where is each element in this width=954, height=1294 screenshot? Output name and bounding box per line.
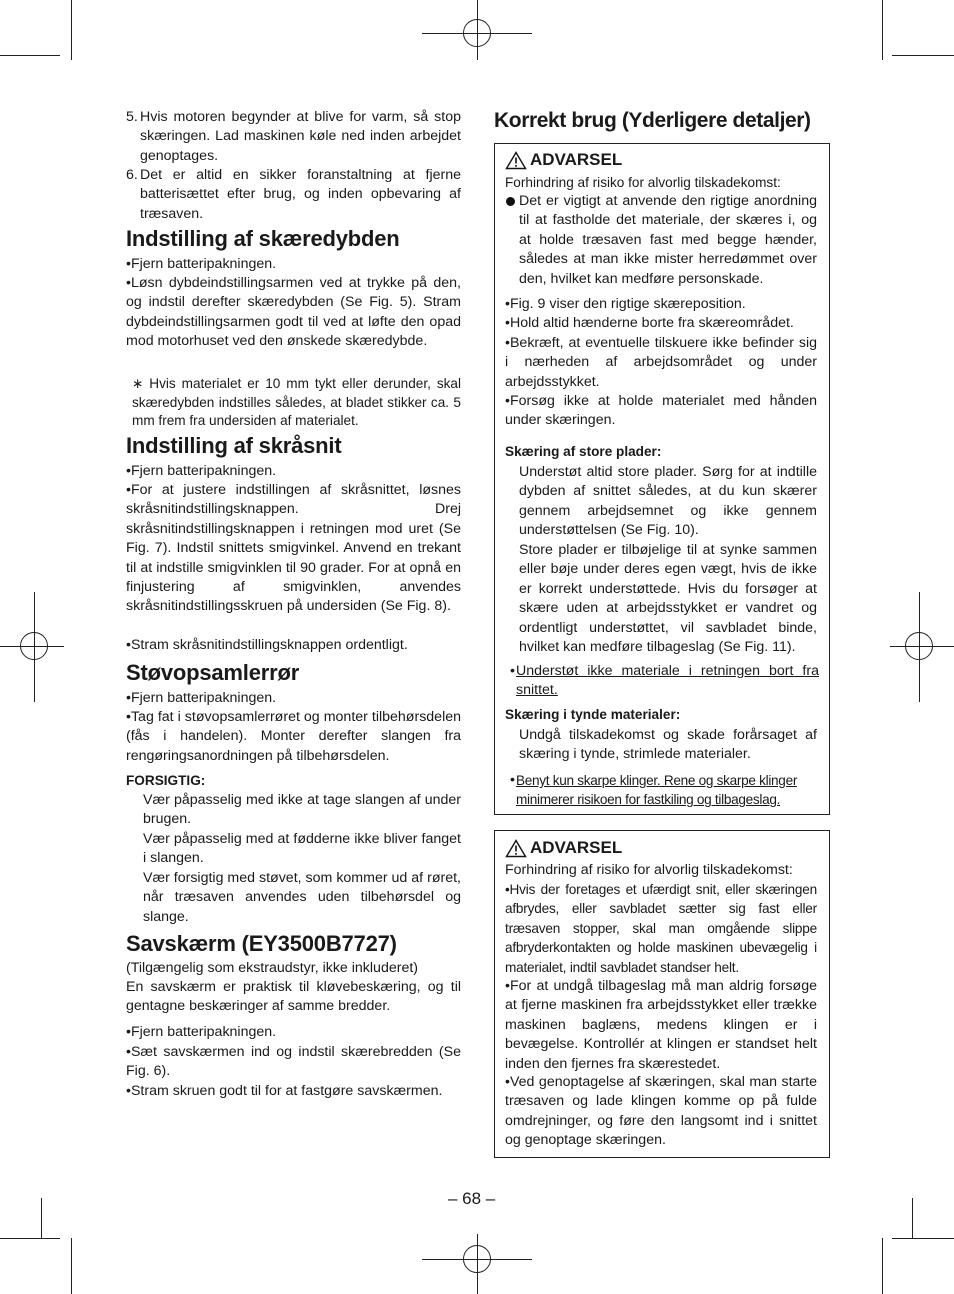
bullet-item: •Fjern batteripakningen. [126,690,277,706]
bullet-item: •Sæt savskærmen ind og indstil skærebredden (Se Fig. 6). [126,1044,461,1080]
subsection-label: Skæring af store plader: [505,444,662,459]
bullet-item: •Bekræft, at eventuelle tilskuere ikke befinder sig i nærheden af arbejdsområdet og under arbejdsstykket. [505,335,817,390]
bullet-item: •Fjern batteripakningen. [126,463,277,479]
bullet-item: •For at justere indstillingen af skråsnittet, løsnes skråsnitindstillingsknappen. Drej skråsnitindstillingsknappen i retningen mod uret (Se Fig. 7). Indstil snittets smigvinkel. Anvend en trekant til at indstille smigvinklen til 90 grader. For at opnå en finjustering af smigvinklen, anvendes skråsnitindstillingsskruen på undersiden (Se Fig. 8). [126,482,461,615]
underlined-bullet: Understøt ikke materiale i retningen bort fra snittet. [516,663,819,699]
bullet-item: •Forsøg ikke at holde materialet med hånden under skæringen. [505,393,817,429]
bullet-item: •Stram skråsnitindstillingsknappen ordentligt. [126,637,408,653]
paragraph: En savskærm er praktisk til kløvebeskæring, og til gentagne beskæringer af samme bredder. [126,979,461,1015]
bullet-item: •Hold altid hænderne borte fra skæreområdet. [505,315,794,331]
caution-text: Vær påpasselig med at fødderne ikke bliver fanget i slangen. [143,831,461,867]
bullet-mark: • [510,772,515,788]
warning-text: Det er vigtigt at anvende den rigtige anordning til at fastholde det materiale, der skæres i, og at holde træsaven fast med begge hænder, således at man ikke mister herredømmet over den, hvilket kan medføre personskade. [519,193,817,287]
bullet-item: •Fjern batteripakningen. [126,256,277,272]
section-heading: Indstilling af skæredybden [126,226,400,251]
paragraph: Understøt altid store plader. Sørg for at indtille dybden af snittet således, at du kun skærer gennem arbejdsemnet og ikke gennem understøttelsen (Se Fig. 10). [519,464,817,539]
section-heading: Indstilling af skråsnit [126,433,342,458]
list-number: 5. [126,109,138,125]
section-heading: Savskærm (EY3500B7727) [126,931,397,956]
note: ∗ Hvis materialet er 10 mm tykt eller derunder, skal skæredybden indstilles således, at bladet stikker ca. 5 mm frem fra undersiden af materialet. [132,376,461,429]
subtitle: (Tilgængelig som ekstraudstyr, ikke inkluderet) [126,960,419,976]
bullet-item: •Løsn dybdeindstillingsarmen ved at trykke på den, og indstil derefter skæredybden (Se Fig. 5). Stram dybdeindstillingsarmen godt til ved at løfte den opad mod motorhuset ved den ønskede skæredybde. [126,275,461,350]
list-number: 6. [126,167,138,183]
warning-title-text: ADVARSEL [530,838,623,857]
warning-subtitle: Forhindring af risiko for alvorlig tilskadekomst: [505,862,793,878]
paragraph: Undgå tilskadekomst og skade forårsaget af skæring i tynde, strimlede materialer. [519,727,817,763]
caution-text: Vær påpasselig med ikke at tage slangen af under brugen. [143,792,461,828]
warning-title [505,838,622,858]
underlined-bullet: Benyt kun skarpe klinger. Rene og skarpe klinger minimerer risikoen for fastkiling og tilbageslag. [516,773,798,808]
bullet-item: •Ved genoptagelse af skæringen, skal man starte træsaven og lade klingen komme op på fulde omdrejninger, og føre den langsomt ind i snittet og genoptage skæringen. [505,1074,817,1149]
bullet-mark: • [510,663,515,679]
warning-triangle-icon [505,151,527,170]
subsection-label: Skæring i tynde materialer: [505,707,681,722]
bullet-item: •Tag fat i støvopsamlerrøret og monter tilbehørsdelen (fås i handelen). Monter derefter slangen fra rengøringsanordningen på tilbehørsdelen. [126,709,461,764]
bullet-dot-icon [506,197,515,206]
bullet-item: •Fig. 9 viser den rigtige skæreposition. [505,296,746,312]
list-item: Det er altid en sikker foranstaltning at fjerne batterisættet efter brug, og inden opbevaring af træsaven. [140,167,461,222]
warning-triangle-icon [505,839,527,858]
caution-text: Vær forsigtig med støvet, som kommer ud af røret, når træsaven anvendes uden tilbehørsdel og slange. [143,870,461,925]
section-heading: Korrekt brug (Yderligere detaljer) [494,109,811,132]
warning-title-text: ADVARSEL [530,150,623,169]
bullet-item: •Hvis der foretages et ufærdigt snit, eller skæringen afbrydes, eller savbladet sætter sig fast eller træsaven stopper, skal man omgående slippe afbryderkontakten og holde maskinen ubevægelig i materialet, indtil savbladet standser helt. [505,882,817,975]
page-number: – 68 – [448,1189,496,1208]
bullet-item: •Fjern batteripakningen. [126,1024,277,1040]
list-item: Hvis motoren begynder at blive for varm, så stop skæringen. Lad maskinen køle ned inden arbejdet genoptages. [140,109,461,164]
bullet-item: •Stram skruen godt til for at fastgøre savskærmen. [126,1083,443,1099]
warning-subtitle: Forhindring af risiko for alvorlig tilskadekomst: [505,175,781,190]
bullet-item: •For at undgå tilbageslag må man aldrig forsøge at fjerne maskinen fra arbejdsstykket eller trække maskinen baglæns, medens klingen er i bevægelse. Kontrollér at klingen er standset helt inden den fjernes fra skærestedet. [505,978,817,1072]
warning-title [505,150,622,170]
paragraph: Store plader er tilbøjelige til at synke sammen eller bøje under deres egen vægt, hvis de ikke er korrekt understøttede. Hvis du forsøger at skære uden at arbejdsstykket er vandret og ordentligt understøttet, vil savbladet binde, hvilket kan medføre tilbageslag (Se Fig. 11). [519,542,817,656]
caution-label: FORSIGTIG: [126,773,206,788]
section-heading: Støvopsamlerrør [126,660,300,685]
